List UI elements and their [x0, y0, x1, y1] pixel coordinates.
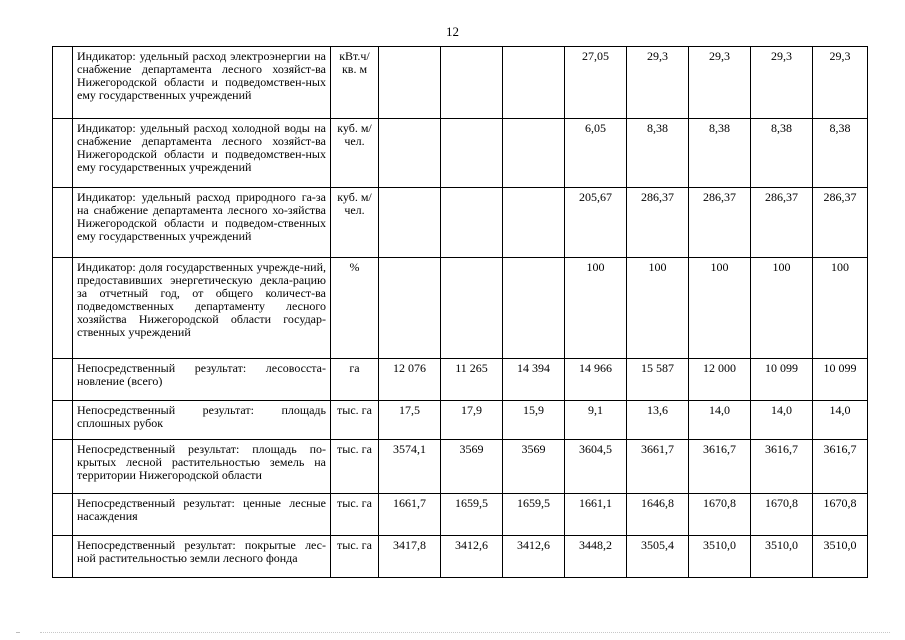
value-cell — [441, 188, 503, 258]
value-cell: 3510,0 — [689, 536, 751, 578]
table-row — [53, 258, 868, 359]
value-cell: 205,67 — [565, 188, 627, 258]
unit-cell: тыс. га — [331, 494, 379, 536]
value-cell: 286,37 — [751, 188, 813, 258]
value-cell: 8,38 — [813, 119, 868, 188]
value-cell — [441, 47, 503, 119]
value-cell: 14,0 — [689, 401, 751, 440]
value-cell: 3569 — [503, 440, 565, 494]
value-cell: 3604,5 — [565, 440, 627, 494]
indicator-cell: Индикатор: удельный расход электроэнергии на снабжение департамента лесного хозяйст-ва Нижегородской области и подведомствен-ных ему государственных учреждений — [73, 47, 331, 119]
indicator-cell: Непосредственный результат: площадь сплошных рубок — [73, 401, 331, 440]
value-cell: 14 966 — [565, 359, 627, 401]
indicator-cell: Непосредственный результат: ценные лесные насаждения — [73, 494, 331, 536]
value-cell: 3448,2 — [565, 536, 627, 578]
indicator-cell: Непосредственный результат: лесовосста-новление (всего) — [73, 359, 331, 401]
value-cell: 3510,0 — [813, 536, 868, 578]
value-cell — [503, 47, 565, 119]
value-cell: 27,05 — [565, 47, 627, 119]
value-cell: 3510,0 — [751, 536, 813, 578]
unit-cell: тыс. га — [331, 536, 379, 578]
unit-cell: кВт.ч/ кв. м — [331, 47, 379, 119]
value-cell: 100 — [627, 258, 689, 359]
table-row — [53, 494, 868, 536]
value-cell: 13,6 — [627, 401, 689, 440]
value-cell: 17,5 — [379, 401, 441, 440]
value-cell: 9,1 — [565, 401, 627, 440]
value-cell: 14 394 — [503, 359, 565, 401]
unit-cell: тыс. га — [331, 440, 379, 494]
indicator-cell: Индикатор: доля государственных учрежде-ний, предоставивших энергетическую декла-рацию за отчетный год, от общего количест-ва подведомственных департаменту лесного хозяйства Нижегородской области государ-ственных учреждений — [73, 258, 331, 359]
value-cell — [441, 119, 503, 188]
row-index-cell — [53, 440, 73, 494]
table-row — [53, 440, 868, 494]
value-cell — [503, 119, 565, 188]
value-cell: 29,3 — [627, 47, 689, 119]
value-cell: 286,37 — [689, 188, 751, 258]
value-cell — [379, 188, 441, 258]
value-cell: 1661,1 — [565, 494, 627, 536]
value-cell: 3574,1 — [379, 440, 441, 494]
value-cell: 8,38 — [751, 119, 813, 188]
value-cell: 29,3 — [689, 47, 751, 119]
value-cell — [379, 47, 441, 119]
value-cell: 8,38 — [689, 119, 751, 188]
indicators-table — [52, 46, 868, 578]
table-row — [53, 536, 868, 578]
value-cell: 1670,8 — [813, 494, 868, 536]
unit-cell: % — [331, 258, 379, 359]
value-cell: 3616,7 — [751, 440, 813, 494]
value-cell: 3616,7 — [689, 440, 751, 494]
value-cell: 12 000 — [689, 359, 751, 401]
value-cell: 100 — [751, 258, 813, 359]
value-cell: 15,9 — [503, 401, 565, 440]
value-cell: 14,0 — [813, 401, 868, 440]
row-index-cell — [53, 47, 73, 119]
row-index-cell — [53, 536, 73, 578]
value-cell: 3661,7 — [627, 440, 689, 494]
table-row — [53, 188, 868, 258]
unit-cell: га — [331, 359, 379, 401]
value-cell — [441, 258, 503, 359]
value-cell: 29,3 — [813, 47, 868, 119]
indicator-cell: Непосредственный результат: площадь по-крытых лесной растительностью земель на территории Нижегородской области — [73, 440, 331, 494]
value-cell: 3569 — [441, 440, 503, 494]
value-cell: 3412,6 — [441, 536, 503, 578]
unit-cell: куб. м/чел. — [331, 119, 379, 188]
value-cell: 1661,7 — [379, 494, 441, 536]
value-cell: 100 — [689, 258, 751, 359]
value-cell: 14,0 — [751, 401, 813, 440]
value-cell: 1659,5 — [441, 494, 503, 536]
scan-edge-dots — [40, 632, 890, 634]
value-cell: 17,9 — [441, 401, 503, 440]
value-cell: 3616,7 — [813, 440, 868, 494]
table-row — [53, 119, 868, 188]
value-cell: 100 — [565, 258, 627, 359]
row-index-cell — [53, 359, 73, 401]
value-cell: 6,05 — [565, 119, 627, 188]
value-cell: 286,37 — [813, 188, 868, 258]
value-cell: 29,3 — [751, 47, 813, 119]
table-row — [53, 401, 868, 440]
row-index-cell — [53, 401, 73, 440]
value-cell: 3417,8 — [379, 536, 441, 578]
value-cell — [379, 119, 441, 188]
row-index-cell — [53, 258, 73, 359]
value-cell — [503, 188, 565, 258]
scan-mark — [16, 632, 20, 633]
indicator-cell: Индикатор: удельный расход холодной воды на снабжение департамента лесного хозяйст-ва Нижегородской области и подведомствен-ных ему государственных учреждений — [73, 119, 331, 188]
table-row — [53, 47, 868, 119]
row-index-cell — [53, 188, 73, 258]
value-cell: 1670,8 — [751, 494, 813, 536]
value-cell: 3412,6 — [503, 536, 565, 578]
row-index-cell — [53, 494, 73, 536]
value-cell — [503, 258, 565, 359]
value-cell: 10 099 — [751, 359, 813, 401]
value-cell — [379, 258, 441, 359]
value-cell: 1659,5 — [503, 494, 565, 536]
value-cell: 1670,8 — [689, 494, 751, 536]
value-cell: 8,38 — [627, 119, 689, 188]
indicator-cell: Непосредственный результат: покрытые лес-ной растительностью земли лесного фонда — [73, 536, 331, 578]
value-cell: 10 099 — [813, 359, 868, 401]
value-cell: 3505,4 — [627, 536, 689, 578]
value-cell: 11 265 — [441, 359, 503, 401]
value-cell: 12 076 — [379, 359, 441, 401]
value-cell: 1646,8 — [627, 494, 689, 536]
row-index-cell — [53, 119, 73, 188]
value-cell: 286,37 — [627, 188, 689, 258]
value-cell: 100 — [813, 258, 868, 359]
unit-cell: куб. м/чел. — [331, 188, 379, 258]
page-number: 12 — [446, 24, 459, 39]
indicator-cell: Индикатор: удельный расход природного га-за на снабжение департамента лесного хо-зяйства Нижегородской области и подведом-ственных ему государственных учреждений — [73, 188, 331, 258]
value-cell: 15 587 — [627, 359, 689, 401]
table-row — [53, 359, 868, 401]
unit-cell: тыс. га — [331, 401, 379, 440]
